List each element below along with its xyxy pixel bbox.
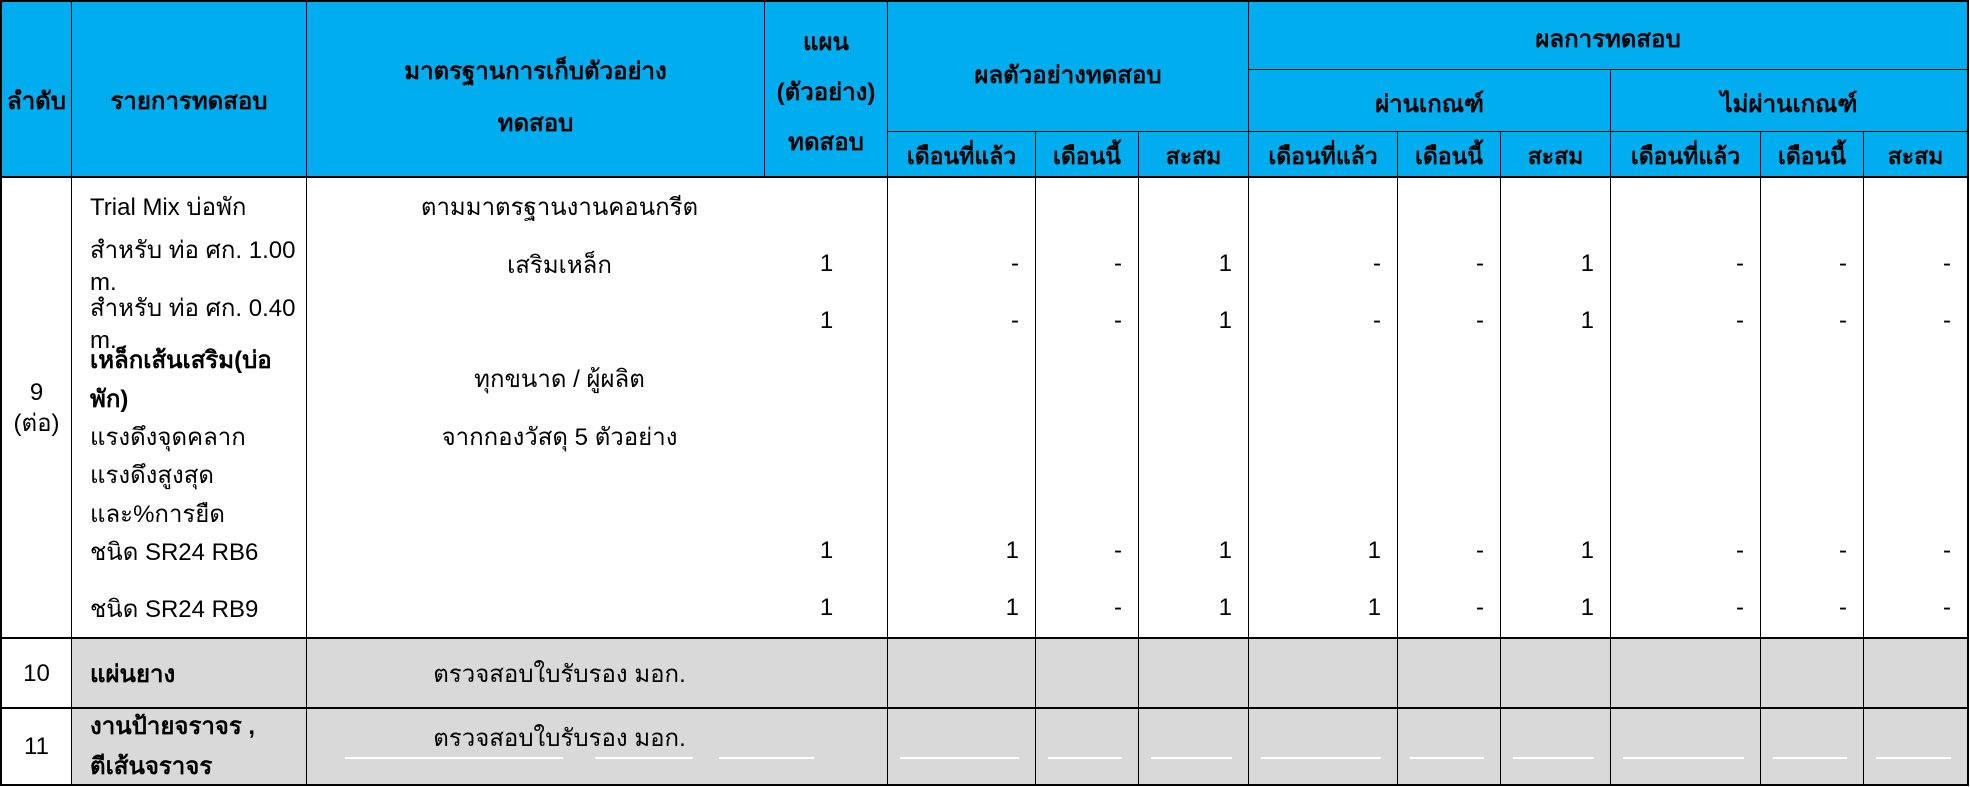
data-cell: 1 <box>1005 594 1019 622</box>
row9-standard-line: ตามมาตรฐานงานคอนกรีต <box>420 194 699 222</box>
header-item-label: รายการทดสอบ <box>110 88 268 115</box>
subheader-label: เดือนนี้ <box>1414 142 1484 169</box>
header-pass-group <box>1249 70 1611 132</box>
data-cell: - <box>1839 536 1847 564</box>
header-test-results-group <box>1249 2 1967 70</box>
row10-number: 10 <box>23 659 50 687</box>
data-cell <box>1398 408 1500 465</box>
data-cell <box>1501 408 1610 465</box>
data-cell: - <box>1839 307 1847 335</box>
data-cell: - <box>1476 307 1484 335</box>
blank-underline <box>345 757 563 759</box>
blank-underline <box>1048 757 1122 759</box>
data-cell <box>1864 465 1967 522</box>
blank-underline <box>1261 757 1381 759</box>
subheader-sample-this-month <box>1036 132 1139 178</box>
data-cell: 1 <box>1367 536 1381 564</box>
data-cell <box>765 350 888 407</box>
data-cell <box>888 350 1035 407</box>
row11-empty-cell <box>1864 709 1967 784</box>
row9-pass-cumulative-column <box>1501 178 1611 639</box>
header-fail-group <box>1611 70 1967 132</box>
data-cell <box>888 408 1035 465</box>
data-cell <box>1398 350 1500 407</box>
row9-sample-this-month-column <box>1036 178 1139 639</box>
row11-item-cell <box>72 709 307 784</box>
row10-empty-cell <box>888 639 1036 709</box>
subheader-pass-cumulative <box>1501 132 1611 178</box>
data-cell <box>1864 408 1967 465</box>
data-cell: - <box>1736 536 1744 564</box>
data-cell: - <box>1943 536 1951 564</box>
data-cell <box>1501 350 1610 407</box>
subheader-sample-cumulative <box>1139 132 1249 178</box>
data-cell: 1 <box>819 594 834 622</box>
row11-item-line2: ตีเส้นจราจร <box>90 752 213 780</box>
blank-underline <box>1513 757 1594 759</box>
header-plan-line1: แผน <box>803 29 849 56</box>
subheader-label: เดือนที่แล้ว <box>1268 142 1378 169</box>
subheader-fail-cumulative <box>1864 132 1967 178</box>
row11-empty-cell <box>1249 709 1398 784</box>
row9-plan-column <box>765 178 888 637</box>
row9-standard-line <box>307 522 812 579</box>
data-cell: - <box>1114 594 1122 622</box>
row11-empty-cell <box>1036 709 1139 784</box>
blank-underline <box>900 757 1019 759</box>
row9-standard-stack <box>307 178 812 637</box>
data-cell: - <box>1114 536 1122 564</box>
row11-number: 11 <box>24 733 49 760</box>
data-cell: - <box>1114 307 1122 335</box>
data-cell: 1 <box>819 307 834 335</box>
data-cell: - <box>1373 307 1381 335</box>
row9-standard-plan-cell <box>307 178 888 639</box>
row10-standard-cell <box>307 639 888 709</box>
row9-sample-last-month-column <box>888 178 1036 639</box>
header-plan-line2: (ตัวอย่าง) <box>776 79 876 106</box>
data-cell <box>1501 465 1610 522</box>
data-cell: - <box>1373 250 1381 278</box>
row9-fail-last-month-column <box>1611 178 1761 639</box>
row10-empty-cell <box>1761 639 1864 709</box>
row9-item-line: แรงดึงจุดคลาก <box>90 424 246 452</box>
data-cell: 1 <box>1218 307 1232 335</box>
data-cell <box>765 178 888 235</box>
data-cell: - <box>1011 307 1019 335</box>
row9-item-line: สำหรับ ท่อ ศก. 1.00 m. <box>90 237 296 297</box>
row11-item-line1: งานป้ายจราจร , <box>90 712 256 740</box>
data-cell <box>1249 408 1397 465</box>
row11-standard-label: ตรวจสอบใบรับรอง มอก. <box>433 725 686 752</box>
data-cell: 1 <box>1580 250 1594 278</box>
data-cell: - <box>1736 594 1744 622</box>
data-cell <box>765 465 888 522</box>
row10-empty-cell <box>1864 639 1967 709</box>
data-cell <box>1398 178 1500 235</box>
row10-empty-cell <box>1249 639 1398 709</box>
row10-empty-cell <box>1611 639 1761 709</box>
data-cell <box>1139 465 1248 522</box>
row9-item-line: สำหรับ ท่อ ศก. 0.40 m. <box>90 295 296 355</box>
subheader-fail-this-month <box>1761 132 1864 178</box>
data-cell: - <box>1839 250 1847 278</box>
header-standard-line2: ทดสอบ <box>497 110 574 137</box>
subheader-pass-this-month <box>1398 132 1501 178</box>
data-cell: - <box>1476 536 1484 564</box>
data-cell <box>1611 408 1760 465</box>
row9-pass-this-month-column <box>1398 178 1501 639</box>
data-cell <box>1036 350 1138 407</box>
data-cell: - <box>1011 250 1019 278</box>
row9-fail-cumulative-column <box>1864 178 1967 639</box>
header-standard <box>307 2 765 178</box>
data-cell <box>1139 350 1248 407</box>
header-fail-label: ไม่ผ่านเกณฑ์ <box>1720 90 1858 118</box>
row10-item-cell <box>72 639 307 709</box>
subheader-label: สะสม <box>1887 142 1944 169</box>
data-cell <box>1611 178 1760 235</box>
data-cell: - <box>1943 594 1951 622</box>
row9-pass-last-month-column <box>1249 178 1398 639</box>
data-cell <box>765 408 888 465</box>
blank-underline <box>1151 757 1232 759</box>
blank-underline <box>1773 757 1847 759</box>
row9-sample-cumulative-column <box>1139 178 1249 639</box>
data-cell: - <box>1943 307 1951 335</box>
row9-standard-line: จากกองวัสดุ 5 ตัวอย่าง <box>441 423 678 451</box>
header-order-label: ลำดับ <box>6 88 66 115</box>
row9-fail-this-month-column <box>1761 178 1864 639</box>
row10-item-label: แผ่นยาง <box>90 660 176 688</box>
data-cell <box>888 178 1035 235</box>
data-cell <box>1864 178 1967 235</box>
row11-empty-cell <box>1398 709 1501 784</box>
row9-number: 9 <box>29 378 44 406</box>
subheader-label: สะสม <box>1165 142 1222 169</box>
blank-underline <box>1876 757 1951 759</box>
data-cell <box>1761 465 1863 522</box>
row9-item-line: ชนิด SR24 RB6 <box>90 538 259 566</box>
data-cell <box>1611 350 1760 407</box>
subheader-sample-last-month <box>888 132 1036 178</box>
data-cell <box>1761 178 1863 235</box>
header-order <box>2 2 72 178</box>
data-cell: 1 <box>1218 250 1232 278</box>
data-cell: 1 <box>1580 536 1594 564</box>
row9-standard-line <box>307 293 812 350</box>
subheader-label: สะสม <box>1527 142 1584 169</box>
data-cell: - <box>1736 307 1744 335</box>
subheader-label: เดือนที่แล้ว <box>906 142 1017 169</box>
subheader-label: เดือนที่แล้ว <box>1630 142 1741 169</box>
data-cell: 1 <box>1218 594 1232 622</box>
row10-standard-label: ตรวจสอบใบรับรอง มอก. <box>433 660 686 688</box>
row9-item-line: Trial Mix บ่อพัก <box>90 194 247 222</box>
subheader-pass-last-month <box>1249 132 1398 178</box>
data-cell: 1 <box>819 536 834 564</box>
row9-standard-line: เสริมเหล็ก <box>507 251 612 279</box>
data-cell <box>888 465 1035 522</box>
data-cell <box>1761 408 1863 465</box>
data-cell: 1 <box>1580 307 1594 335</box>
data-cell <box>1139 178 1248 235</box>
header-test-results-label: ผลการทดสอบ <box>1535 25 1681 53</box>
data-cell: - <box>1736 250 1744 278</box>
row11-number-cell <box>2 709 72 784</box>
row9-standard-line: ทุกขนาด / ผู้ผลิต <box>474 366 645 394</box>
row11-empty-cell <box>888 709 1036 784</box>
data-cell: 1 <box>1005 536 1019 564</box>
header-standard-line1: มาตรฐานการเก็บตัวอย่าง <box>404 58 667 85</box>
row9-number-cont: (ต่อ) <box>13 409 60 437</box>
data-cell <box>1036 178 1138 235</box>
row9-number-cell <box>2 178 72 639</box>
row11-empty-cell <box>1501 709 1611 784</box>
data-cell: - <box>1943 250 1951 278</box>
data-cell <box>1864 350 1967 407</box>
data-cell <box>1761 350 1863 407</box>
data-cell <box>1139 408 1248 465</box>
blank-underline <box>1623 757 1744 759</box>
subheader-label: เดือนนี้ <box>1052 142 1122 169</box>
row11-standard-cell <box>307 709 888 784</box>
row9-item-line: เหล็กเส้นเสริม(บ่อพัก) <box>90 347 272 414</box>
header-item <box>72 2 307 178</box>
header-plan <box>765 2 888 178</box>
data-cell <box>1249 465 1397 522</box>
row9-item-line: แรงดึงสูงสุดและ%การยืด <box>90 461 225 528</box>
row11-empty-cell <box>1611 709 1761 784</box>
header-plan-line3: ทดสอบ <box>788 129 864 156</box>
data-cell: 1 <box>1580 594 1594 622</box>
data-cell <box>1249 350 1397 407</box>
subheader-fail-last-month <box>1611 132 1761 178</box>
data-cell <box>1249 178 1397 235</box>
header-sample-results-label: ผลตัวอย่างทดสอบ <box>974 61 1162 89</box>
row10-empty-cell <box>1036 639 1139 709</box>
subheader-label: เดือนนี้ <box>1777 142 1847 169</box>
row10-empty-cell <box>1139 639 1249 709</box>
header-pass-label: ผ่านเกณฑ์ <box>1375 90 1484 118</box>
data-cell: 1 <box>819 250 834 278</box>
row10-empty-cell <box>1501 639 1611 709</box>
row10-empty-cell <box>1398 639 1501 709</box>
data-cell: - <box>1114 250 1122 278</box>
data-cell: - <box>1476 594 1484 622</box>
blank-underline <box>1410 757 1484 759</box>
row9-standard-line <box>307 580 812 637</box>
data-cell <box>1036 408 1138 465</box>
data-cell: - <box>1839 594 1847 622</box>
row9-item-cell <box>72 178 307 639</box>
data-cell <box>1611 465 1760 522</box>
blank-underline <box>719 757 814 759</box>
data-cell <box>1501 178 1610 235</box>
data-cell: - <box>1476 250 1484 278</box>
row10-number-cell <box>2 639 72 709</box>
data-cell <box>1036 465 1138 522</box>
row9-standard-line <box>307 465 812 522</box>
row11-empty-cell <box>1761 709 1864 784</box>
row9-item-line: ชนิด SR24 RB9 <box>90 595 259 623</box>
data-cell <box>1398 465 1500 522</box>
row11-empty-cell <box>1139 709 1249 784</box>
data-cell: 1 <box>1367 594 1381 622</box>
data-cell: 1 <box>1218 536 1232 564</box>
header-sample-results-group <box>888 2 1249 132</box>
blank-underline <box>595 757 693 759</box>
